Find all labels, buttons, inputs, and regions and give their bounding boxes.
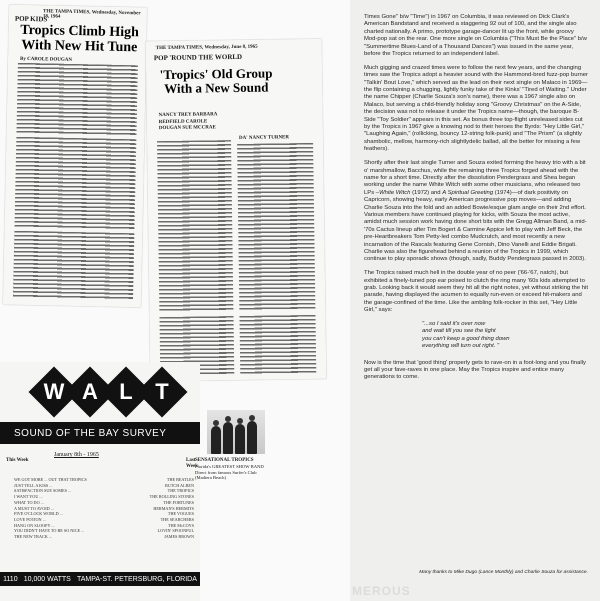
survey-artist: THE McCOYS: [168, 522, 194, 528]
newspaper-clipping-pop-kids: [3, 5, 147, 308]
photo-caption-title: SENSATIONAL TROPICS: [195, 458, 254, 463]
station-watts: 10,000 WATTS: [23, 575, 71, 583]
clipping-masthead: THE TAMPA TIMES, Wednesday, November 18, 1964: [42, 9, 141, 20]
photo-caption-line: (Madiera Beach): [195, 475, 226, 480]
survey-song-title: HANG ON SLOOPY ...: [14, 522, 55, 528]
clipping-text-column: [237, 143, 315, 310]
clipping-subhead: DA' NANCY TURNER: [238, 135, 290, 141]
clipping-text-column: [15, 137, 137, 229]
clipping-byline: NANCY TREY BARBARA REDFIELD CAROLE DOUGAN SUE MCCRAE: [158, 112, 218, 132]
station-city: TAMPA-ST. PETERSBURG, FLORIDA: [76, 575, 197, 583]
survey-song-title: LOVE POTION ...: [14, 516, 46, 522]
survey-title-band: SOUND OF THE BAY SURVEY: [0, 422, 200, 444]
walt-radio-survey: [0, 362, 200, 601]
clipping-text-column: [13, 231, 134, 299]
survey-artist: THE TROPICS: [167, 488, 194, 494]
walt-logo-diamond: A: [65, 367, 116, 418]
survey-artist: HERMAN'S HERMITS: [153, 505, 194, 511]
survey-date: January 8th - 1965: [54, 452, 99, 458]
lyric-quote: "...so I said it's over now and wait till you see the light you can't keep a good thing down everything will turn out right. ": [422, 321, 510, 350]
survey-song-title: JUST TELL A KISS ...: [14, 482, 53, 488]
clipping-text-column: [157, 140, 233, 311]
acknowledgement-line: Many thanks to Mike Dugo (Lance Monthly) and Charlie Souza for assistance.: [419, 570, 588, 575]
article-paragraph: Shortly after their last single Turner and Souza exited forming the heavy trio with a bit o' marshmallow, Bacchus, while the remaining three Tropics forged ahead with the name for a short time. Directly after the dissolution Pendergrass and Shea began working under the name White Witch with some other musicians, who released two LPs –White Witch (1972) and A Spiritual Greeting (1974)—of dark positivity on Capricorn, showing heavy, early American progressive pop moves—and adding Charlie Souza into the fold and an added Bowie/esque glam angle on their 2nd effort. Various members have continued playing for kicks, with Souza the most active, amidst much session work having done short bits with the Gregg Allman Band, a mid-'70s Cactus lineup after Tim Bogert & Carmine Appice left to play with Jeff Beck, the pre-Heartbreakers Tom Petty-led combo Mudcrutch, and most recently a new incarnation of the Rascals featuring Gene Cornish, Dino Vanelli and Eddie Brigati. Charlie was also the figurehead behind a reunion of the Tropics in 1999, which continue to play sporadic shows (though, sadly, Buddy Pendergrass passed in 2003).: [364, 160, 587, 263]
liner-notes-text: [364, 14, 588, 388]
survey-song-title: WHAT TO DO ...: [14, 499, 44, 505]
article-paragraph: Times Gone" b/w "Time") in 1967 on Columbia, it was reviewed on Dick Clark's American Bandstand and received a staggering 92 out of 100, and the single also charted nationally. A primo, prototype garage-dancer lit up the front, while groovy Mod-pop sat on the rear. One more single on Columbia ("This Must Be the Place" b/w "Summertime Blues-Land of a Thousand Dances") was issued in the same year, before the Tropics returned to an independent label.: [364, 14, 587, 58]
article-paragraph: Much gigging and crazed times were to follow the next few years, and the changing times saw the Tropics adopt a heavier sound with the Hammond-bred fuzz-pop burner "Talkin' Bout Love," which served as the lead on their next single on Malaco in 1969—the flip containing a chugging, lightly funky take of the Kinks' "Tired of Waiting." Under the name Chipper (Charlie Souza's son's name), there was a 1967 single also on Malaco, but serving a child-friendly holiday song "Groovy Christmas" on the A-Side, the decision was not to release it under the Tropics name—though, the baroque B-Side "Toy Soldier" appears in this set. As bonus three top-flight unreleased sides cut by the Tropics in 1967 give a knowing nod to their heroes the Byrds: "Hey Little Girl," "Laughing Again," (rollicking, bouncy 12-string folk-punk) and "The Prism" (a slightly shambolic, mellow, harmony-rich slightlydelic ballad, all the better for missing a few feathers).: [364, 64, 588, 153]
this-week-label: This Week: [6, 458, 29, 463]
clipping-headline: Tropics Climb High With New Hit Tune: [20, 22, 140, 55]
photo-caption-line: Direct from famous Surfer's Club: [195, 469, 257, 475]
clipping-section-tag: POP KIDS: [14, 14, 48, 24]
photo-caption-line: Florida's GREATEST SHOW BAND: [195, 464, 264, 469]
walt-logo-diamond: T: [137, 367, 188, 418]
survey-song-title: SATISFACTION SUE SOMES ...: [14, 488, 72, 494]
clipping-headline: 'Tropics' Old Group With a New Sound: [159, 65, 273, 96]
survey-artist: JAMES BROWN: [164, 534, 194, 540]
survey-song-title: I WANT YOU ...: [14, 494, 43, 500]
station-frequency: 1110: [3, 575, 18, 583]
clipping-text-column: [239, 315, 316, 374]
survey-song-title: WE GOT MORE ... OUT THAT TROPICS: [14, 477, 87, 482]
survey-artist: BUTCH ALBEN: [165, 482, 194, 488]
band-photo: [207, 410, 265, 454]
walt-logo-diamond: W: [29, 367, 80, 418]
survey-artist: LOVIN' SPOONFUL: [157, 528, 194, 534]
survey-artist: THE FORTUNES: [163, 499, 194, 505]
survey-chart-row: [14, 534, 194, 540]
survey-chart-list: [14, 477, 194, 540]
survey-song-title: YOU DIDN'T HAVE TO BE SO NICE ...: [14, 528, 85, 534]
band-photo-caption: [195, 458, 290, 481]
faded-bleed-text: MEROUS: [352, 584, 411, 598]
last-week-label: Last Week: [186, 458, 198, 469]
clipping-masthead: THE TAMPA TIMES, Wednesday, June 8, 1965: [155, 44, 258, 52]
liner-notes-column: [350, 0, 600, 601]
survey-artist: THE BEATLES: [166, 477, 194, 482]
survey-song-title: THE NEW TRACK ...: [14, 534, 52, 540]
walt-logo-diamond: L: [101, 367, 152, 418]
survey-artist: THE ROLLING STONES: [149, 494, 194, 500]
article-paragraph: The Tropics raised much hell in the double year of no peer ('66-'67, natch), but exhibited a finely-tuned pop ear poised to clutch the ring many '60s kids attempted to grab. Looking back it would seem they hit all the right notes, yet without striking the hit parade, having displayed the acumen to equally run-even or exceed hit-makers and the garage-confined of the time. Like the ambling folk-rocker in this set, "Hey Little Girl," says:: [364, 270, 588, 314]
clipping-section-tag: POP 'ROUND THE WORLD: [153, 52, 243, 63]
newspaper-clipping-pop-round-the-world: [146, 39, 327, 381]
survey-song-title: A MUST TO AVOID ...: [14, 505, 54, 511]
clipping-byline: By CAROLE DOUGAN: [19, 56, 73, 63]
survey-footer: [0, 572, 200, 586]
survey-song-title: FIVE O'CLOCK WORLD ...: [14, 511, 63, 517]
article-paragraph: Now is the time that 'good thing' properly gets to rave-on in a foot-long and you finally get all your fave-raves in one place. May the Tropics inspire and entice many generations to come.: [364, 359, 586, 381]
clipping-text-column: [16, 63, 137, 135]
survey-artist: THE VOGUES: [167, 511, 194, 517]
survey-artist: THE SEARCHERS: [160, 516, 194, 522]
